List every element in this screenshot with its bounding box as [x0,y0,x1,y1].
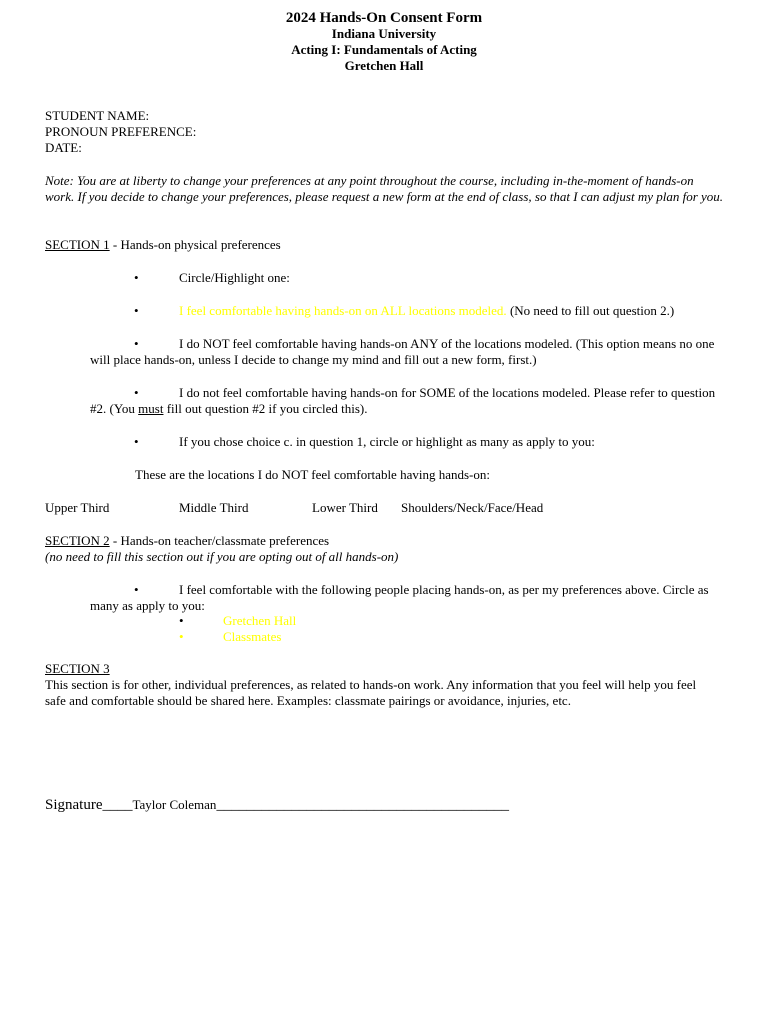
section-1-question-2: If you chose choice c. in question 1, circle or highlight as many as apply to you: [179,434,595,449]
date-label: DATE: [45,140,82,155]
option-gretchen-hall[interactable]: Gretchen Hall [223,613,297,628]
section-3-heading: SECTION 3 [45,661,110,676]
university-name: Indiana University [331,26,437,41]
section-1-option-none-line2: will place hands-on, unless I decide to change my mind and fill out a new form, first.) [90,352,537,367]
section-2-subtitle: - Hands-on teacher/classmate preferences [109,533,330,548]
bullet-icon: • [134,303,139,318]
signature-line[interactable] [45,796,509,814]
section-2-item-line2: many as apply to you: [90,598,205,613]
section-1-option-all[interactable] [179,303,674,319]
bullet-icon: • [179,613,184,628]
section-2-note: (no need to fill this section out if you are opting out of all hands-on) [45,549,399,564]
section-1-option-some-line2 [90,401,367,417]
location-shoulders-neck-face-head[interactable]: Shoulders/Neck/Face/Head [401,500,544,515]
option-some-post: fill out question #2 if you circled this). [163,401,368,416]
location-lower-third[interactable]: Lower Third [312,500,378,515]
section-1-subtitle: - Hands-on physical preferences [109,237,281,252]
section-1-heading: SECTION 1 [45,237,110,252]
option-some-pre: #2. (You [90,401,139,416]
student-name-label: STUDENT NAME: [45,108,150,123]
must-emphasis: must [138,401,164,416]
signature-label: Signature [45,797,103,813]
section-3-text-line1: This section is for other, individual preferences, as related to hands-on work. Any information that you feel will help you feel [45,677,697,692]
section-1-item-circle: Circle/Highlight one: [179,270,290,285]
section-1-option-some-line1[interactable]: I do not feel comfortable having hands-on for SOME of the locations modeled. Please refer to question [179,385,716,400]
bullet-icon: • [134,336,139,351]
course-name: Acting I: Fundamentals of Acting [291,42,477,57]
bullet-icon: • [134,434,139,449]
option-classmates[interactable]: Classmates [223,629,282,644]
instructor-name: Gretchen Hall [344,58,424,73]
bullet-icon: • [134,385,139,400]
bullet-icon: • [179,629,184,644]
bullet-icon: • [134,582,139,597]
location-upper-third[interactable]: Upper Third [45,500,110,515]
section-2-heading: SECTION 2 [45,533,110,548]
section-1-heading-line [45,237,281,253]
location-middle-third[interactable]: Middle Third [179,500,249,515]
section-3-text-line2: safe and comfortable should be shared here. Examples: classmate pairings or avoidance, injuries, etc. [45,693,571,708]
signature-tail-underscore: _______________________________________ [216,797,509,813]
section-1-option-none-line1[interactable]: I do NOT feel comfortable having hands-on ANY of the locations modeled. (This option means no one [179,336,715,351]
signature-lead-underscore: ____ [102,797,133,813]
bullet-icon: • [134,270,139,285]
option-all-note: (No need to fill out question 2.) [509,303,675,318]
signature-name: Taylor Coleman [132,797,217,812]
section-2-item-line1: I feel comfortable with the following people placing hands-on, as per my preferences above. Circle as [179,582,709,597]
pronoun-label: PRONOUN PREFERENCE: [45,124,197,139]
locations-intro: These are the locations I do NOT feel comfortable having hands-on: [135,467,490,482]
highlighted-option-all: I feel comfortable having hands-on on ALL locations modeled. [179,303,507,318]
section-2-heading-line [45,533,329,549]
preferences-note: Note: You are at liberty to change your preferences at any point throughout the course, including in-the-moment of hands-on work. If you decide to change your preferences, please request a new form at the end of class, so that I can adjust my plan for you. [45,173,724,204]
form-title: 2024 Hands-On Consent Form [285,10,483,26]
